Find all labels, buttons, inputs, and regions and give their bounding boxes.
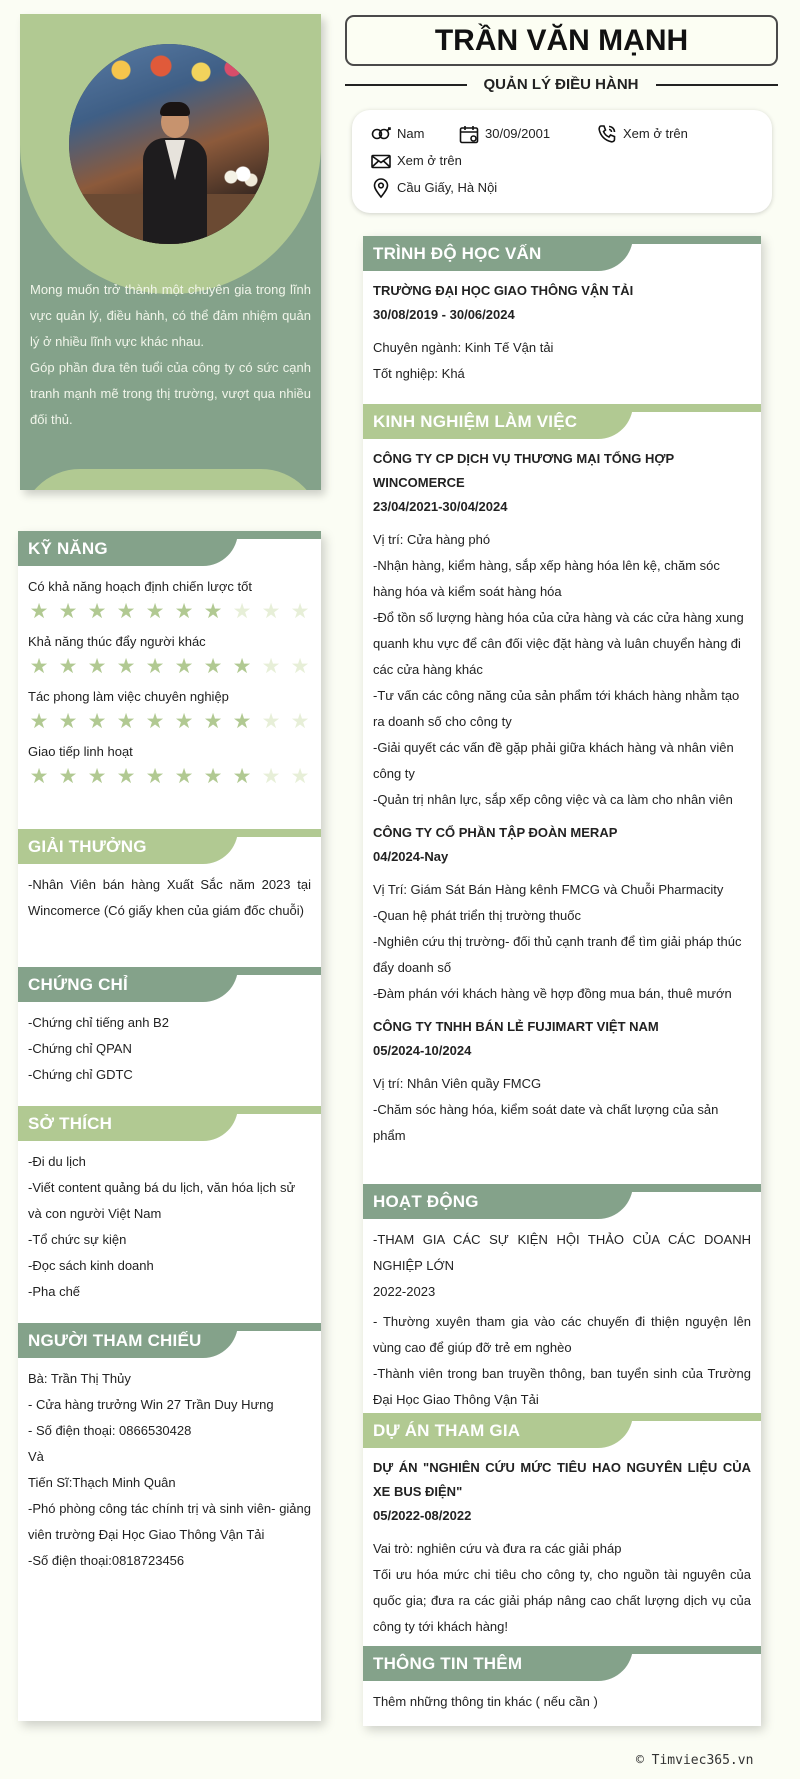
certificate-item: -Chứng chỉ QPAN (28, 1041, 132, 1056)
star-icon: ★ (232, 765, 252, 788)
job-company: CÔNG TY CP DỊCH VỤ THƯƠNG MẠI TỔNG HỢP WINCOMERCE (373, 451, 674, 490)
job-detail: Vị trí: Cửa hàng phó (373, 532, 491, 547)
skills-section (18, 531, 321, 792)
school-name: TRƯỜNG ĐẠI HỌC GIAO THÔNG VẬN TẢI (373, 283, 634, 298)
star-icon: ★ (29, 710, 49, 733)
education-period: 30/08/2019 - 30/06/2024 (373, 307, 515, 322)
star-icon: ★ (116, 655, 136, 678)
job-detail: -Nhận hàng, kiểm hàng, sắp xếp hàng hóa lên kệ, chăm sóc hàng hóa và kiểm soát hàng hóa (373, 558, 720, 599)
section-title: KINH NGHIỆM LÀM VIỆC (373, 412, 578, 431)
job-detail: Vị Trí: Giám Sát Bán Hàng kênh FMCG và Chuỗi Pharmacity (373, 882, 724, 897)
star-icon: ★ (203, 765, 223, 788)
skill-rating (28, 597, 311, 627)
job-entry (373, 447, 751, 813)
job-entry (373, 1015, 751, 1149)
hobby-item: -Đi du lịch (28, 1154, 86, 1169)
candidate-name: TRẦN VĂN MẠNH (345, 15, 778, 66)
reference-line: -Số điện thoại:0818723456 (28, 1553, 185, 1568)
experience-section (363, 404, 761, 1149)
star-icon: ★ (232, 600, 252, 623)
address-info (370, 178, 497, 198)
skill-rating (28, 707, 311, 737)
dob-value: 30/09/2001 (485, 126, 551, 141)
references-section (18, 1323, 321, 1574)
section-title: HOẠT ĐỘNG (373, 1192, 479, 1211)
skill-name: Tác phong làm việc chuyên nghiệp (28, 689, 229, 704)
hobbies-section (18, 1106, 321, 1305)
reference-line: Bà: Trần Thị Thủy (28, 1371, 131, 1386)
skill-name: Có khả năng hoạch định chiến lược tốt (28, 579, 252, 594)
left-sidebar (18, 531, 321, 1721)
star-icon: ★ (290, 655, 310, 678)
mail-icon (370, 151, 392, 171)
star-icon: ★ (87, 765, 107, 788)
star-icon: ★ (290, 765, 310, 788)
reference-line: Và (28, 1449, 44, 1464)
extra-info-section (363, 1646, 761, 1715)
phone-icon (596, 124, 618, 144)
reference-line: - Số điện thoại: 0866530428 (28, 1423, 192, 1438)
star-icon: ★ (29, 655, 49, 678)
project-name: DỰ ÁN "NGHIÊN CỨU MỨC TIÊU HAO NGUYÊN LIỆU CỦA XE BUS ĐIỆN" (373, 1460, 751, 1499)
main-content (363, 236, 761, 1726)
job-period: 04/2024-Nay (373, 849, 449, 864)
star-icon: ★ (58, 600, 78, 623)
activity-period: 2022-2023 (373, 1284, 436, 1299)
star-icon: ★ (58, 765, 78, 788)
job-title: QUẢN LÝ ĐIỀU HÀNH (483, 76, 639, 93)
awards-section (18, 829, 321, 924)
star-icon: ★ (174, 710, 194, 733)
gender-icon (370, 124, 392, 144)
star-icon: ★ (29, 600, 49, 623)
job-detail: -Đổ tồn số lượng hàng hóa của cửa hàng và các cửa hàng xung quanh khu vực để cân đối việc đặt hàng và luân chuyển hàng đi các cửa hàng khác (373, 610, 744, 677)
decorative-arc (20, 469, 321, 490)
section-title: TRÌNH ĐỘ HỌC VẤN (373, 244, 542, 263)
objective-paragraph-2: Góp phần đưa tên tuổi của công ty có sức cạnh tranh mạnh mẽ trong thị trường, vượt qua nhiều đối thủ. (30, 360, 311, 427)
star-icon: ★ (290, 710, 310, 733)
job-detail: -Chăm sóc hàng hóa, kiểm soát date và chất lượng của sản phẩm (373, 1102, 719, 1143)
activities-section (363, 1184, 761, 1413)
star-icon: ★ (232, 655, 252, 678)
skill-name: Khả năng thúc đẩy người khác (28, 634, 206, 649)
job-period: 05/2024-10/2024 (373, 1043, 472, 1058)
job-detail: Vị trí: Nhân Viên quầy FMCG (373, 1076, 542, 1091)
hobby-item: -Viết content quảng bá du lịch, văn hóa lịch sử và con người Việt Nam (28, 1180, 296, 1221)
divider (656, 84, 778, 86)
phone-value: Xem ở trên (623, 126, 688, 141)
star-icon: ★ (203, 600, 223, 623)
skill-name: Giao tiếp linh hoạt (28, 744, 133, 759)
gender-value: Nam (397, 126, 425, 141)
job-company: CÔNG TY CỔ PHẦN TẬP ĐOÀN MERAP (373, 825, 618, 840)
certificate-item: -Chứng chỉ GDTC (28, 1067, 133, 1082)
profile-panel (20, 14, 321, 490)
job-company: CÔNG TY TNHH BÁN LẺ FUJIMART VIỆT NAM (373, 1019, 659, 1034)
star-icon: ★ (203, 655, 223, 678)
star-icon: ★ (261, 655, 281, 678)
watermark: © Timviec365.vn (636, 1753, 754, 1768)
star-icon: ★ (174, 600, 194, 623)
gender-info (370, 124, 424, 144)
star-icon: ★ (145, 600, 165, 623)
section-title: SỞ THÍCH (28, 1114, 113, 1133)
section-title: THÔNG TIN THÊM (373, 1654, 523, 1673)
job-detail: -Đàm phán với khách hàng về hợp đồng mua bán, thuê mướn (373, 986, 732, 1001)
objective-paragraph-1: Mong muốn trở thành một chuyên gia trong lĩnh vực quản lý, điều hành, có thể đảm nhiệm quản lý ở nhiều lĩnh vực khác nhau. (30, 282, 311, 349)
reference-line: - Cửa hàng trưởng Win 27 Trần Duy Hưng (28, 1397, 274, 1412)
star-icon: ★ (261, 765, 281, 788)
star-icon: ★ (232, 710, 252, 733)
location-pin-icon (370, 178, 392, 198)
address-value: Cầu Giấy, Hà Nội (397, 180, 498, 195)
star-icon: ★ (116, 600, 136, 623)
project-detail: Tối ưu hóa mức chi tiêu cho công ty, cho nguồn tài nguyên của quốc gia; đưa ra các giải pháp nâng cao chất lượng dịch vụ của công ty tới khách hàng! (373, 1567, 751, 1634)
contact-box (352, 110, 772, 213)
skill-rating (28, 762, 311, 792)
star-icon: ★ (145, 655, 165, 678)
hobby-item: -Đọc sách kinh doanh (28, 1258, 154, 1273)
star-icon: ★ (87, 600, 107, 623)
education-major: Chuyên ngành: Kinh Tế Vận tải (373, 340, 554, 355)
skill-item (28, 577, 311, 627)
calendar-icon (458, 124, 480, 144)
star-icon: ★ (58, 655, 78, 678)
education-grade: Tốt nghiệp: Khá (373, 366, 465, 381)
section-title: CHỨNG CHỈ (28, 975, 128, 994)
job-detail: -Quản trị nhân lực, sắp xếp công việc và ca làm cho nhân viên (373, 792, 733, 807)
job-detail: -Nghiên cứu thị trường- đối thủ cạnh tranh để tìm giải pháp thúc đẩy doanh số (373, 934, 742, 975)
dob-info (458, 124, 550, 144)
award-text: -Nhân Viên bán hàng Xuất Sắc năm 2023 tại Wincomerce (Có giấy khen của giám đốc chuỗi) (28, 877, 311, 918)
divider (345, 84, 467, 86)
skill-item (28, 742, 311, 792)
projects-section (363, 1413, 761, 1640)
star-icon: ★ (174, 765, 194, 788)
phone-info (596, 124, 688, 144)
star-icon: ★ (145, 710, 165, 733)
star-icon: ★ (261, 600, 281, 623)
job-detail: -Quan hệ phát triển thị trường thuốc (373, 908, 582, 923)
reference-line: -Phó phòng công tác chính trị và sinh viên- giảng viên trường Đại Học Giao Thông Vận Tải (28, 1501, 311, 1542)
job-detail: -Tư vấn các công năng của sản phẩm tới khách hàng nhằm tạo ra doanh số cho công ty (373, 688, 740, 729)
avatar (69, 44, 269, 244)
activity-heading: -THAM GIA CÁC SỰ KIỆN HỘI THẢO CỦA CÁC DOANH NGHIỆP LỚN (373, 1232, 751, 1273)
section-title: DỰ ÁN THAM GIA (373, 1421, 521, 1440)
skill-item (28, 632, 311, 682)
star-icon: ★ (87, 710, 107, 733)
star-icon: ★ (116, 765, 136, 788)
star-icon: ★ (203, 710, 223, 733)
star-icon: ★ (116, 710, 136, 733)
star-icon: ★ (87, 655, 107, 678)
star-icon: ★ (58, 710, 78, 733)
job-period: 23/04/2021-30/04/2024 (373, 499, 508, 514)
education-section (363, 236, 761, 387)
career-objective (30, 277, 311, 433)
section-title: NGƯỜI THAM CHIẾU (28, 1331, 202, 1350)
star-icon: ★ (174, 655, 194, 678)
skill-rating (28, 652, 311, 682)
project-period: 05/2022-08/2022 (373, 1508, 472, 1523)
star-icon: ★ (145, 765, 165, 788)
section-title: GIẢI THƯỞNG (28, 837, 147, 856)
activity-detail: -Thành viên trong ban truyền thông, ban tuyển sinh của Trường Đại Học Giao Thông Vận Tải (373, 1366, 751, 1407)
hobby-item: -Pha chế (28, 1284, 81, 1299)
section-title: KỸ NĂNG (28, 539, 108, 558)
activity-detail: - Thường xuyên tham gia vào các chuyến đi thiện nguyện lên vùng cao để giúp đỡ trẻ em nghèo (373, 1314, 751, 1355)
certificate-item: -Chứng chỉ tiếng anh B2 (28, 1015, 169, 1030)
project-detail: Vai trò: nghiên cứu và đưa ra các giải pháp (373, 1541, 622, 1556)
star-icon: ★ (290, 600, 310, 623)
job-detail: -Giải quyết các vấn đề gặp phải giữa khách hàng và nhân viên công ty (373, 740, 734, 781)
job-entry (373, 821, 751, 1007)
hobby-item: -Tổ chức sự kiện (28, 1232, 127, 1247)
email-info (370, 151, 462, 171)
email-value: Xem ở trên (397, 153, 462, 168)
reference-line: Tiến Sĩ:Thạch Minh Quân (28, 1475, 176, 1490)
skill-item (28, 687, 311, 737)
star-icon: ★ (29, 765, 49, 788)
star-icon: ★ (261, 710, 281, 733)
certificates-section (18, 967, 321, 1088)
extra-info-text: Thêm những thông tin khác ( nếu cần ) (373, 1694, 598, 1709)
